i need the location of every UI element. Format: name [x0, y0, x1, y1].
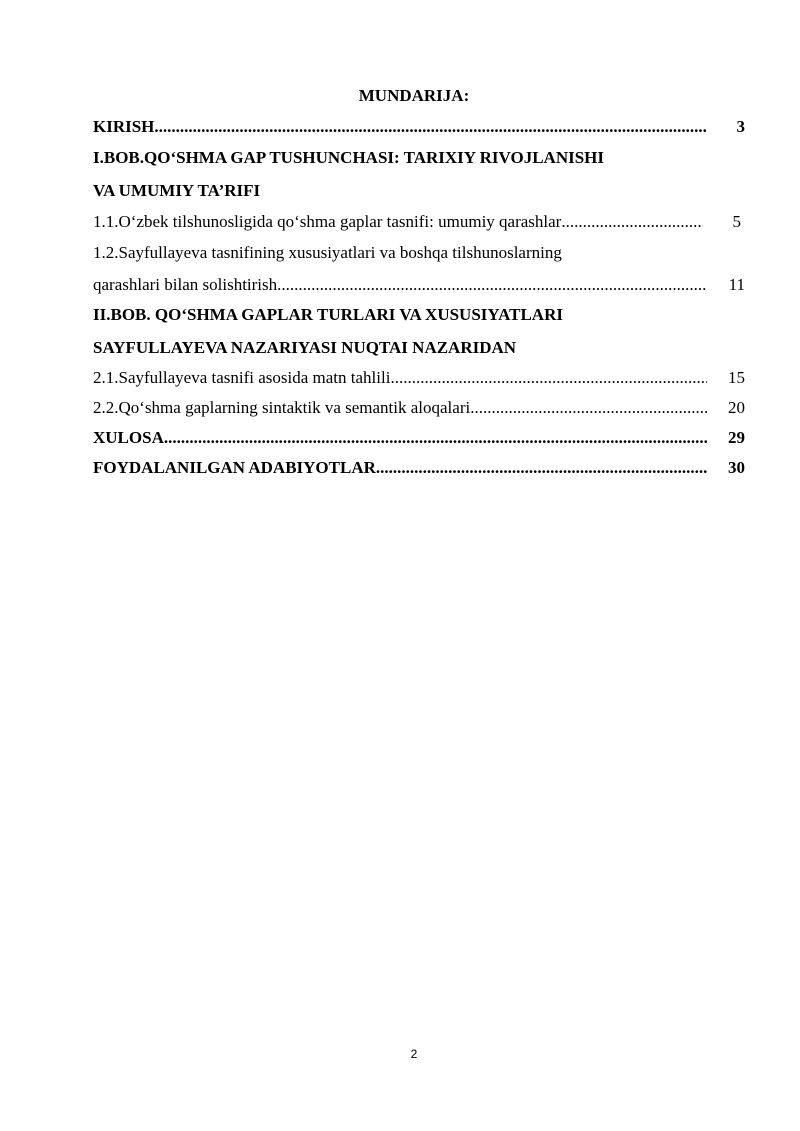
toc-entry-adabiyotlar[interactable]	[93, 458, 745, 482]
toc-entry-label: 2.1.Sayfullayeva tasnifi asosida matn tahlili	[93, 368, 391, 387]
toc-entry-label: FOYDALANILGAN ADABIYOTLAR	[93, 458, 376, 477]
toc-entry-section-1-1[interactable]	[93, 212, 745, 236]
toc-chapter-1-title-line-1[interactable]: I.BOB.QO‘SHMA GAP TUSHUNCHASI: TARIXIY RIVOJLANISHI	[93, 148, 605, 167]
toc-entry-label: qarashlari bilan solishtirish	[93, 275, 278, 294]
toc-chapter-1-title-line-2[interactable]: VA UMUMIY TA’RIFI	[93, 181, 261, 200]
toc-page-number: 5	[732, 212, 741, 231]
toc-page-number: 15	[728, 368, 745, 387]
toc-page-number: 11	[728, 275, 745, 294]
toc-chapter-2-title-line-1[interactable]: II.BOB. QO‘SHMA GAPLAR TURLARI VA XUSUSIYATLARI	[93, 305, 563, 324]
toc-entry-section-1-2[interactable]	[93, 275, 745, 299]
toc-page-number: 3	[736, 117, 745, 136]
toc-entry-label: KIRISH	[93, 117, 155, 136]
toc-entry-section-2-2[interactable]	[93, 398, 745, 422]
toc-entry-xulosa[interactable]	[93, 428, 745, 452]
dot-leader	[390, 368, 707, 388]
page-title: MUNDARIJA:	[358, 86, 470, 105]
toc-entry-kirish[interactable]	[93, 117, 745, 141]
toc-entry-section-2-1[interactable]	[93, 368, 745, 392]
dot-leader	[470, 398, 707, 418]
dot-leader	[154, 117, 707, 137]
toc-page-number: 29	[728, 428, 745, 447]
toc-entry-label: XULOSA	[93, 428, 164, 447]
toc-section-1-2-line-1[interactable]: 1.2.Sayfullayeva tasnifining xususiyatlari va boshqa tilshunoslarning	[93, 243, 562, 262]
dot-leader	[376, 458, 707, 478]
toc-entry-label: 1.1.O‘zbek tilshunosligida qo‘shma gaplar tasnifi: umumiy qarashlar	[93, 212, 562, 231]
toc-page-number: 30	[728, 458, 745, 477]
dot-leader	[164, 428, 707, 448]
dot-leader	[561, 212, 703, 232]
page-number: 2	[410, 1047, 418, 1061]
toc-entry-label: 2.2.Qo‘shma gaplarning sintaktik va semantik aloqalari	[93, 398, 471, 417]
toc-chapter-2-title-line-2[interactable]: SAYFULLAYEVA NAZARIYASI NUQTAI NAZARIDAN	[93, 338, 517, 357]
toc-page-number: 20	[728, 398, 745, 417]
dot-leader	[277, 275, 707, 295]
